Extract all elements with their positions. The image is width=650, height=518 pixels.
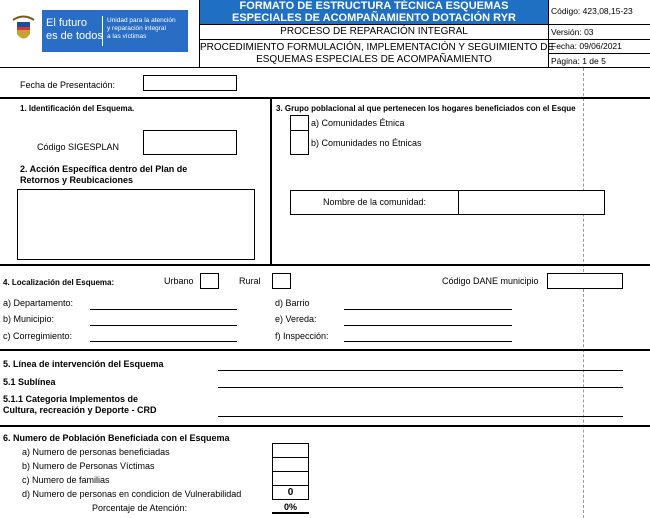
families-field[interactable]: [272, 471, 309, 486]
doc-code: Código: 423,08,15-23: [551, 6, 633, 16]
non-ethnic-community-checkbox[interactable]: [290, 130, 309, 155]
inspeccion-field[interactable]: [344, 341, 512, 342]
category-line1: 5.1.1 Categoria Implementos de: [3, 394, 139, 404]
subline-field[interactable]: [218, 387, 623, 388]
subline-label: 5.1 Sublínea: [3, 377, 56, 387]
section6-title: 6. Numero de Población Beneficiada con el Esquema: [3, 433, 230, 443]
presentation-date-label: Fecha de Presentación:: [20, 80, 116, 90]
doc-version: Versión: 03: [551, 27, 594, 37]
sigesplan-field[interactable]: [143, 130, 237, 155]
logo-text-line1: El futuro: [46, 17, 87, 29]
coat-of-arms-icon: [5, 10, 42, 52]
attention-percent-value: 0%: [283, 502, 297, 512]
process-name: PROCESO DE REPARACIÓN INTEGRAL: [280, 26, 468, 37]
logo: [5, 10, 188, 52]
barrio-label: d) Barrio: [275, 298, 310, 308]
ethnic-community-label: a) Comunidades Étnica: [311, 118, 405, 128]
beneficiaries-field[interactable]: [272, 443, 309, 458]
attention-percent-label: Porcentaje de Atención:: [92, 503, 188, 513]
form-title-line1: FORMATO DE ESTRUCTURA TÉCNICA ESQUEMAS: [239, 0, 509, 12]
logo-tagline-1: Unidad para la atención: [107, 17, 176, 24]
header: [0, 0, 650, 68]
logo-tagline-2: y reparación integral: [107, 25, 166, 32]
section5-title: 5. Línea de intervención del Esquema: [3, 359, 164, 369]
ethnic-community-checkbox[interactable]: [290, 115, 309, 131]
logo-text-line2: es de todos: [46, 30, 103, 42]
procedure-line2: ESQUEMAS ESPECIALES DE ACOMPAÑAMIENTO: [256, 54, 492, 65]
sigesplan-label: Código SIGESPLAN: [37, 142, 120, 152]
dane-code-label: Código DANE municipio: [442, 276, 539, 286]
rural-checkbox[interactable]: [272, 273, 291, 289]
section1-title: 1. Identificación del Esquema.: [20, 104, 135, 113]
municipio-field[interactable]: [90, 325, 237, 326]
logo-tagline-3: a las víctimas: [107, 33, 147, 40]
presentation-date-field[interactable]: [143, 75, 237, 91]
section3-title: 3. Grupo poblacional al que pertenecen los hogares beneficiados con el Esque: [276, 104, 576, 113]
municipio-label: b) Municipio:: [3, 314, 55, 324]
page-break-line: [583, 68, 584, 518]
inspeccion-label: f) Inspección:: [275, 331, 329, 341]
section4-title: 4. Localización del Esquema:: [3, 278, 115, 287]
rural-label: Rural: [239, 276, 261, 286]
specific-action-field[interactable]: [17, 189, 255, 260]
victims-field[interactable]: [272, 457, 309, 472]
vereda-field[interactable]: [344, 325, 512, 326]
community-name-field[interactable]: [458, 190, 605, 215]
barrio-field[interactable]: [344, 309, 512, 310]
intervention-line-field[interactable]: [218, 370, 623, 371]
vulnerable-value: 0: [287, 487, 294, 498]
departamento-field[interactable]: [90, 309, 237, 310]
community-name-label: Nombre de la comunidad:: [322, 197, 427, 207]
dane-code-field[interactable]: [547, 273, 623, 289]
vulnerable-label: d) Numero de personas en condicion de Vulnerabilidad: [22, 489, 242, 499]
urbano-label: Urbano: [164, 276, 194, 286]
procedure-line1: PROCEDIMIENTO FORMULACIÓN, IMPLEMENTACIÓN Y SEGUIMIENTO DE: [200, 42, 555, 53]
non-ethnic-community-label: b) Comunidades no Étnicas: [311, 138, 422, 148]
form-title: [200, 0, 548, 24]
corregimiento-field[interactable]: [90, 341, 237, 342]
corregimiento-label: c) Corregimiento:: [3, 331, 73, 341]
form-title-line2: ESPECIALES DE ACOMPAÑAMIENTO DOTACIÓN RYR: [232, 12, 516, 24]
families-label: c) Numero de familias: [22, 475, 110, 485]
doc-date: Fecha: 09/06/2021: [551, 41, 622, 51]
category-line2: Cultura, recreación y Deporte - CRD: [3, 405, 157, 415]
doc-page: Página: 1 de 5: [551, 56, 606, 66]
category-field[interactable]: [218, 416, 623, 417]
urbano-checkbox[interactable]: [200, 273, 219, 289]
victims-label: b) Numero de Personas Víctimas: [22, 461, 155, 471]
section2-title-line1: 2. Acción Específica dentro del Plan de: [20, 164, 188, 174]
section2-title-line2: Retornos y Reubicaciones: [20, 175, 134, 185]
vereda-label: e) Vereda:: [275, 314, 317, 324]
departamento-label: a) Departamento:: [3, 298, 74, 308]
beneficiaries-label: a) Numero de personas beneficiadas: [22, 447, 170, 457]
